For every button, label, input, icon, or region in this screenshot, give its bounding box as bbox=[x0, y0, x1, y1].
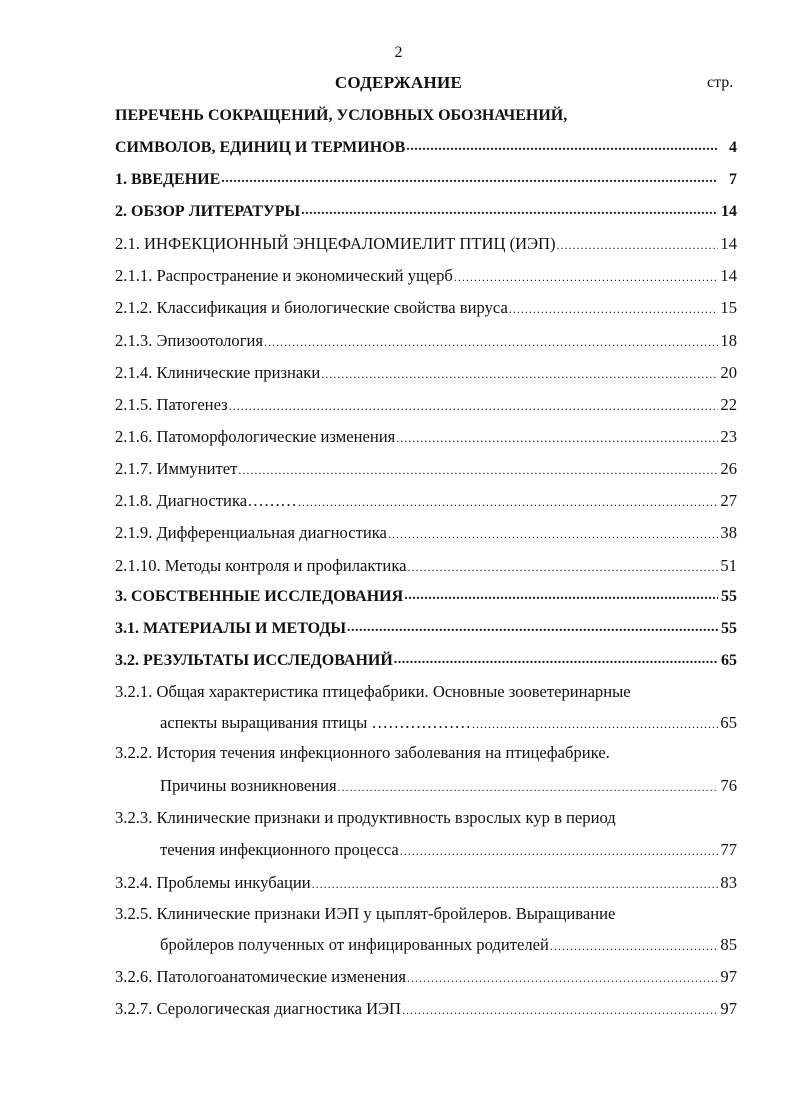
toc-line bbox=[115, 139, 737, 165]
toc-line-text: 3.2.1. Общая характеристика птицефабрики. Основные зооветеринарные bbox=[115, 682, 631, 701]
leader-dots bbox=[404, 592, 718, 612]
leader-dots bbox=[454, 270, 718, 290]
toc-line-page: 51 bbox=[720, 556, 737, 575]
leader-dots bbox=[407, 971, 718, 991]
leader-dots bbox=[264, 335, 718, 355]
toc-line bbox=[115, 620, 737, 646]
toc-line-page: 14 bbox=[720, 234, 737, 253]
toc-line-text: 2.1.6. Патоморфологические изменения bbox=[115, 427, 396, 446]
toc-line-text: 2.1.4. Клинические признаки bbox=[115, 363, 321, 382]
toc-line bbox=[115, 234, 737, 260]
toc-line-text: 2.1.1. Распространение и экономический ущерб bbox=[115, 266, 453, 285]
toc-line-page: 65 bbox=[721, 652, 737, 669]
leader-dots bbox=[229, 399, 718, 419]
toc-line-text: 3.2.2. История течения инфекционного заболевания на птицефабрике. bbox=[115, 743, 610, 762]
toc-line-page: 7 bbox=[729, 171, 737, 188]
toc-line-text: 3.2.4. Проблемы инкубации bbox=[115, 873, 311, 892]
toc-line bbox=[115, 999, 737, 1025]
toc-line-page: 14 bbox=[720, 266, 737, 285]
leader-dots bbox=[388, 527, 718, 547]
leader-dots bbox=[238, 463, 718, 483]
toc-line bbox=[115, 203, 737, 229]
toc-line-text: 3.2. РЕЗУЛЬТАТЫ ИССЛЕДОВАНИЙ bbox=[115, 652, 393, 669]
toc-line bbox=[115, 682, 737, 708]
toc-line-text: 2. ОБЗОР ЛИТЕРАТУРЫ bbox=[115, 203, 301, 220]
toc-line-text: ПЕРЕЧЕНЬ СОКРАЩЕНИЙ, УСЛОВНЫХ ОБОЗНАЧЕНИЙ, bbox=[115, 107, 568, 124]
toc-line bbox=[115, 459, 737, 485]
toc-line-text: Причины возникновения bbox=[160, 776, 337, 795]
toc-line-text: СИМВОЛОВ, ЕДИНИЦ И ТЕРМИНОВ bbox=[115, 139, 406, 156]
toc-line-text: 3.2.7. Серологическая диагностика ИЭП bbox=[115, 999, 402, 1018]
toc-line-page: 14 bbox=[721, 203, 737, 220]
toc-line bbox=[115, 298, 737, 324]
toc-line bbox=[115, 395, 737, 421]
toc-line bbox=[115, 427, 737, 453]
toc-line-page: 22 bbox=[720, 395, 737, 414]
toc-line-page: 4 bbox=[729, 139, 737, 156]
toc-line bbox=[115, 588, 737, 614]
toc-line bbox=[115, 556, 737, 582]
leader-dots bbox=[338, 780, 718, 800]
toc-line-text: 2.1.5. Патогенез bbox=[115, 395, 228, 414]
toc-line-page: 85 bbox=[720, 935, 737, 954]
toc-line bbox=[160, 713, 737, 739]
leader-dots bbox=[408, 560, 719, 580]
toc-line-page: 23 bbox=[720, 427, 737, 446]
toc-line-page: 83 bbox=[720, 873, 737, 892]
toc-line bbox=[115, 363, 737, 389]
toc-line-text: 3.2.3. Клинические признаки и продуктивность взрослых кур в период bbox=[115, 808, 616, 827]
toc-line bbox=[160, 935, 737, 961]
toc-line-text: 2.1.10. Методы контроля и профилактика bbox=[115, 556, 407, 575]
toc-line-text: течения инфекционного процесса bbox=[160, 840, 399, 859]
toc-line bbox=[115, 743, 737, 769]
toc-line-page: 15 bbox=[720, 298, 737, 317]
toc-line-page: 55 bbox=[721, 588, 737, 605]
toc-line-text: 2.1. ИНФЕКЦИОННЫЙ ЭНЦЕФАЛОМИЕЛИТ ПТИЦ (ИЭП) bbox=[115, 234, 556, 253]
toc-line-page: 97 bbox=[720, 967, 737, 986]
toc-line bbox=[115, 652, 737, 678]
toc-line-text: 2.1.3. Эпизоотология bbox=[115, 331, 264, 350]
toc-line-text: 2.1.7. Иммунитет bbox=[115, 459, 238, 478]
toc-line bbox=[115, 491, 737, 517]
leader-dots bbox=[394, 656, 718, 676]
toc-line-page: 27 bbox=[720, 491, 737, 510]
toc-line bbox=[115, 171, 737, 197]
toc-line-text: бройлеров полученных от инфицированных родителей bbox=[160, 935, 549, 954]
toc-line-text: 3.1. МАТЕРИАЛЫ И МЕТОДЫ bbox=[115, 620, 347, 637]
toc-line bbox=[115, 266, 737, 292]
toc-line bbox=[115, 107, 737, 133]
toc-line-page: 65 bbox=[720, 713, 737, 732]
leader-dots bbox=[221, 175, 718, 195]
leader-dots bbox=[347, 624, 718, 644]
leader-dots bbox=[301, 207, 718, 227]
toc-line-page: 97 bbox=[720, 999, 737, 1018]
toc-line-text: 2.1.8. Диагностика……… bbox=[115, 491, 297, 510]
leader-dots bbox=[550, 939, 718, 959]
toc-line-text: аспекты выращивания птицы ……………… bbox=[160, 713, 471, 732]
page-number: 2 bbox=[394, 44, 403, 61]
leader-dots bbox=[557, 238, 718, 258]
toc-line-page: 18 bbox=[720, 331, 737, 350]
toc-line bbox=[115, 967, 737, 993]
leader-dots bbox=[402, 1003, 718, 1023]
toc-line bbox=[115, 808, 737, 834]
leader-dots bbox=[321, 367, 718, 387]
toc-line-page: 76 bbox=[720, 776, 737, 795]
toc-line-page: 20 bbox=[720, 363, 737, 382]
toc-line-page: 77 bbox=[720, 840, 737, 859]
leader-dots bbox=[509, 302, 718, 322]
toc-line-text: 3. СОБСТВЕННЫЕ ИССЛЕДОВАНИЯ bbox=[115, 588, 404, 605]
toc-line-page: 38 bbox=[720, 523, 737, 542]
leader-dots bbox=[406, 143, 718, 163]
page-title: СОДЕРЖАНИЕ bbox=[334, 73, 463, 92]
toc-line bbox=[115, 331, 737, 357]
toc-line bbox=[160, 776, 737, 802]
leader-dots bbox=[400, 844, 718, 864]
leader-dots bbox=[396, 431, 718, 451]
toc-line-text: 2.1.2. Классификация и биологические свойства вируса bbox=[115, 298, 508, 317]
toc-line bbox=[115, 873, 737, 899]
toc-line-text: 2.1.9. Дифференциальная диагностика bbox=[115, 523, 387, 542]
page-column-label: стр. bbox=[707, 74, 734, 91]
leader-dots bbox=[298, 495, 718, 515]
toc-line-page: 26 bbox=[720, 459, 737, 478]
leader-dots bbox=[312, 877, 718, 897]
toc-line-text: 1. ВВЕДЕНИЕ bbox=[115, 171, 221, 188]
toc-line-text: 3.2.5. Клинические признаки ИЭП у цыплят-бройлеров. Выращивание bbox=[115, 904, 616, 923]
leader-dots bbox=[472, 717, 718, 737]
toc-line bbox=[115, 523, 737, 549]
toc-line bbox=[160, 840, 737, 866]
toc-line bbox=[115, 904, 737, 930]
toc-line-page: 55 bbox=[721, 620, 737, 637]
toc-line-text: 3.2.6. Патологоанатомические изменения bbox=[115, 967, 407, 986]
